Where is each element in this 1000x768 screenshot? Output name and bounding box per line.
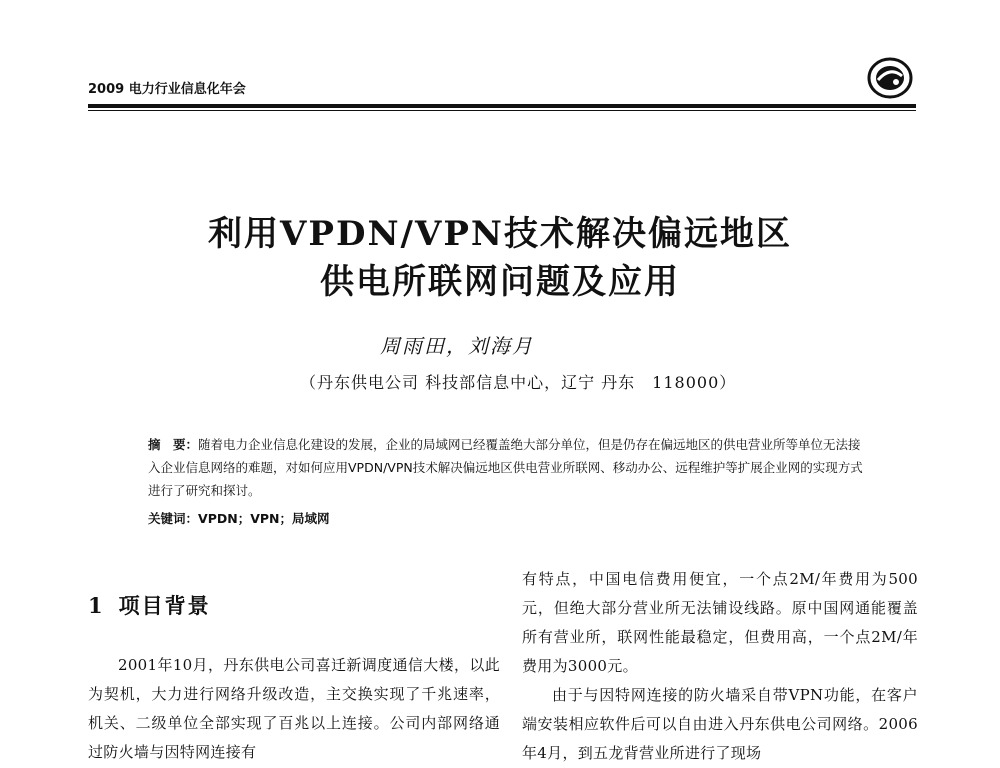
right-column: [522, 565, 918, 768]
keywords-label: 关键词：: [148, 511, 199, 526]
conference-emblem-icon: [866, 56, 914, 100]
title-line-1: 利用VPDN/VPN技术解决偏远地区: [208, 214, 792, 254]
left-paragraph-1: 2001年10月，丹东供电公司喜迁新调度通信大楼，以此为契机，大力进行网络升级改造，主交换实现了千兆速率，机关、二级单位全部实现了百兆以上连接。公司内部网络通过防火墙与因特网连接有: [88, 656, 500, 761]
title-line-2: 供电所联网问题及应用: [320, 262, 680, 302]
abstract: [148, 433, 864, 502]
right-paragraph-1: 有特点，中国电信费用便宜，一个点2M/年费用为500元，但绝大部分营业所无法铺设线路。原中国网通能覆盖所有营业所，联网性能最稳定，但费用高，一个点2M/年费用为3000元。: [522, 570, 918, 675]
header-rule-thin: [88, 110, 916, 111]
abstract-text: 随着电力企业信息化建设的发展，企业的局域网已经覆盖绝大部分单位，但是仍存在偏远地区的供电营业所等单位无法接入企业信息网络的难题，对如何应用VPDN/VPN技术解决偏远地区供电营业所联网、移动办公、远程维护等扩展企业网的实现方式进行了研究和探讨。: [148, 437, 863, 498]
section-title: 项目背景: [118, 593, 211, 618]
affiliation: （丹东供电公司 科技部信息中心，辽宁 丹东 118000）: [300, 373, 737, 392]
running-header: 2009 电力行业信息化年会: [88, 82, 246, 97]
right-paragraph-2: 由于与因特网连接的防火墙采自带VPN功能，在客户端安装相应软件后可以自由进入丹东供电公司网络。2006年4月，到五龙背营业所进行了现场: [522, 686, 918, 762]
keywords: [148, 509, 330, 527]
section-heading: [88, 590, 211, 620]
authors: 周雨田，刘海月: [380, 334, 534, 358]
keywords-text: VPDN；VPN；局域网: [198, 511, 330, 526]
abstract-label: 摘 要：: [148, 437, 199, 452]
paper-title: [150, 210, 850, 306]
header-rule-thick: [88, 104, 916, 108]
left-column: [88, 651, 500, 767]
section-number: 1: [88, 593, 105, 618]
